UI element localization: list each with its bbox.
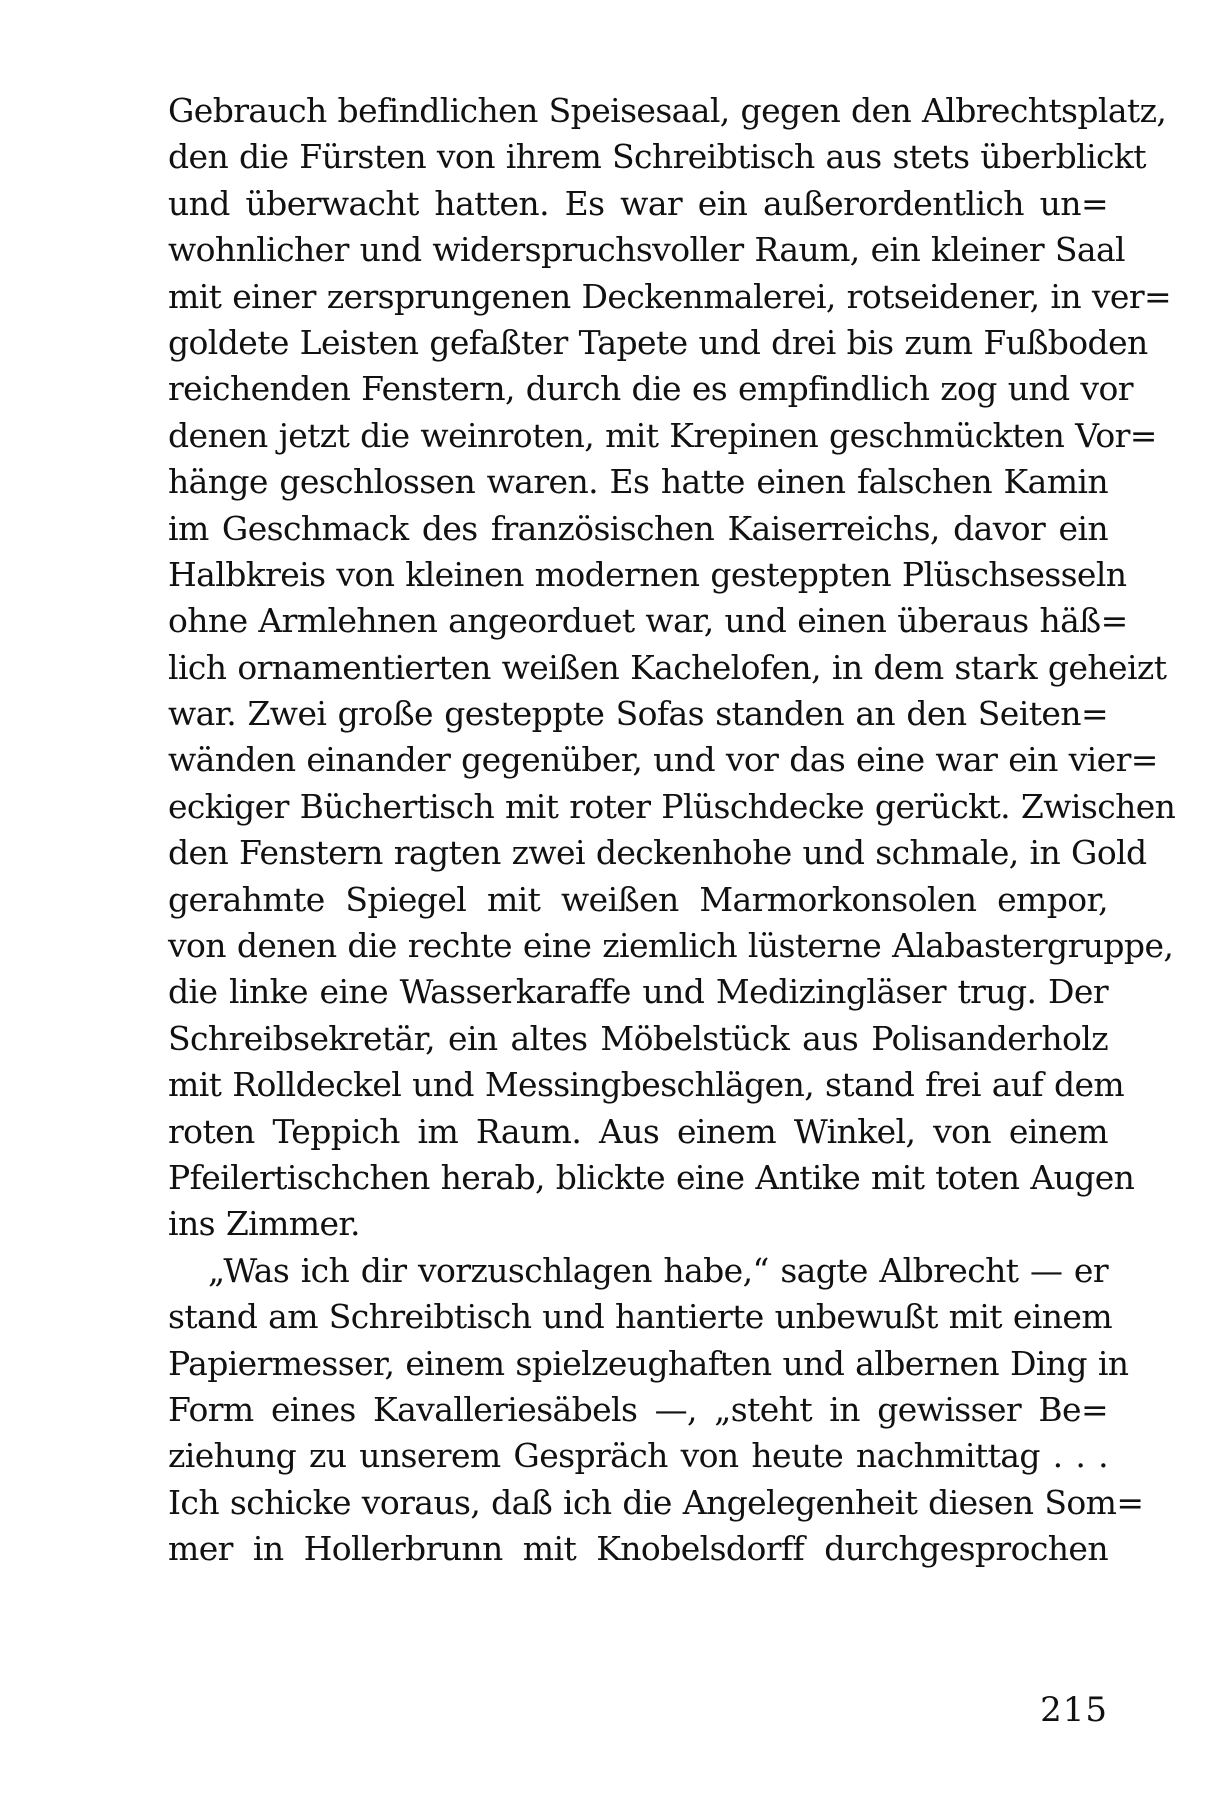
text-line: reichenden Fenstern, durch die es empfindlich zog und vor bbox=[168, 369, 1133, 409]
text-line: mit Rolldeckel und Messingbeschlägen, stand frei auf dem bbox=[168, 1065, 1125, 1105]
text-line: im Geschmack des französischen Kaiserreichs, davor ein bbox=[168, 508, 1108, 548]
text-line: wohnlicher und widerspruchsvoller Raum, ein kleiner Saal bbox=[168, 230, 1126, 270]
text-line: den Fenstern ragten zwei deckenhohe und schmale, in Gold bbox=[168, 833, 1147, 873]
page-number: 215 bbox=[1040, 1690, 1108, 1730]
text-line: hänge geschlossen waren. Es hatte einen falschen Kamin bbox=[168, 462, 1108, 502]
text-line: die linke eine Wasserkaraffe und Medizingläser trug. Der bbox=[168, 972, 1108, 1012]
text-line: Schreibsekretär, ein altes Möbelstück aus Polisanderholz bbox=[168, 1018, 1108, 1058]
text-line: eckiger Büchertisch mit roter Plüschdecke gerückt. Zwischen bbox=[168, 786, 1176, 826]
text-line: roten Teppich im Raum. Aus einem Winkel, von einem bbox=[168, 1111, 1108, 1151]
text-line: stand am Schreibtisch und hantierte unbewußt mit einem bbox=[168, 1297, 1113, 1337]
text-line: gerahmte Spiegel mit weißen Marmorkonsolen empor, bbox=[168, 879, 1108, 919]
text-line: lich ornamentierten weißen Kachelofen, in dem stark geheizt bbox=[168, 647, 1167, 687]
text-line: ohne Armlehnen angeorduet war, und einen überaus häß= bbox=[168, 601, 1128, 641]
text-line: wänden einander gegenüber, und vor das eine war ein vier= bbox=[168, 740, 1158, 780]
text-line: von denen die rechte eine ziemlich lüsterne Alabastergruppe, bbox=[168, 926, 1174, 966]
text-line: war. Zwei große gesteppte Sofas standen an den Seiten= bbox=[168, 694, 1108, 734]
text-line: Form eines Kavalleriesäbels —, „steht in gewisser Be= bbox=[168, 1389, 1108, 1429]
text-line: Halbkreis von kleinen modernen gesteppten Plüschsesseln bbox=[168, 554, 1127, 594]
text-line: goldete Leisten gefaßter Tapete und drei bis zum Fußboden bbox=[168, 322, 1148, 362]
text-line: den die Fürsten von ihrem Schreibtisch aus stets überblickt bbox=[168, 137, 1146, 177]
text-line: mer in Hollerbrunn mit Knobelsdorff durchgesprochen bbox=[168, 1529, 1108, 1569]
paragraph-start-line: „Was ich dir vorzuschlagen habe,“ sagte Albrecht — er bbox=[208, 1250, 1108, 1290]
text-line: Gebrauch befindlichen Speisesaal, gegen den Albrechtsplatz, bbox=[168, 91, 1167, 130]
text-line: Ich schicke voraus, daß ich die Angelegenheit diesen Som= bbox=[168, 1482, 1144, 1522]
text-line: und überwacht hatten. Es war ein außerordentlich un= bbox=[168, 183, 1108, 223]
text-line: ziehung zu unserem Gespräch von heute nachmittag . . . bbox=[168, 1436, 1108, 1476]
paragraph-end-line: ins Zimmer. bbox=[168, 1204, 360, 1244]
text-line: denen jetzt die weinroten, mit Krepinen geschmückten Vor= bbox=[168, 415, 1157, 455]
text-line: Papiermesser, einem spielzeughaften und albernen Ding in bbox=[168, 1343, 1129, 1383]
body-text bbox=[168, 88, 1176, 1573]
text-line: mit einer zersprungenen Deckenmalerei, rotseidener, in ver= bbox=[168, 276, 1172, 316]
text-line: Pfeilertischchen herab, blickte eine Antike mit toten Augen bbox=[168, 1157, 1135, 1197]
